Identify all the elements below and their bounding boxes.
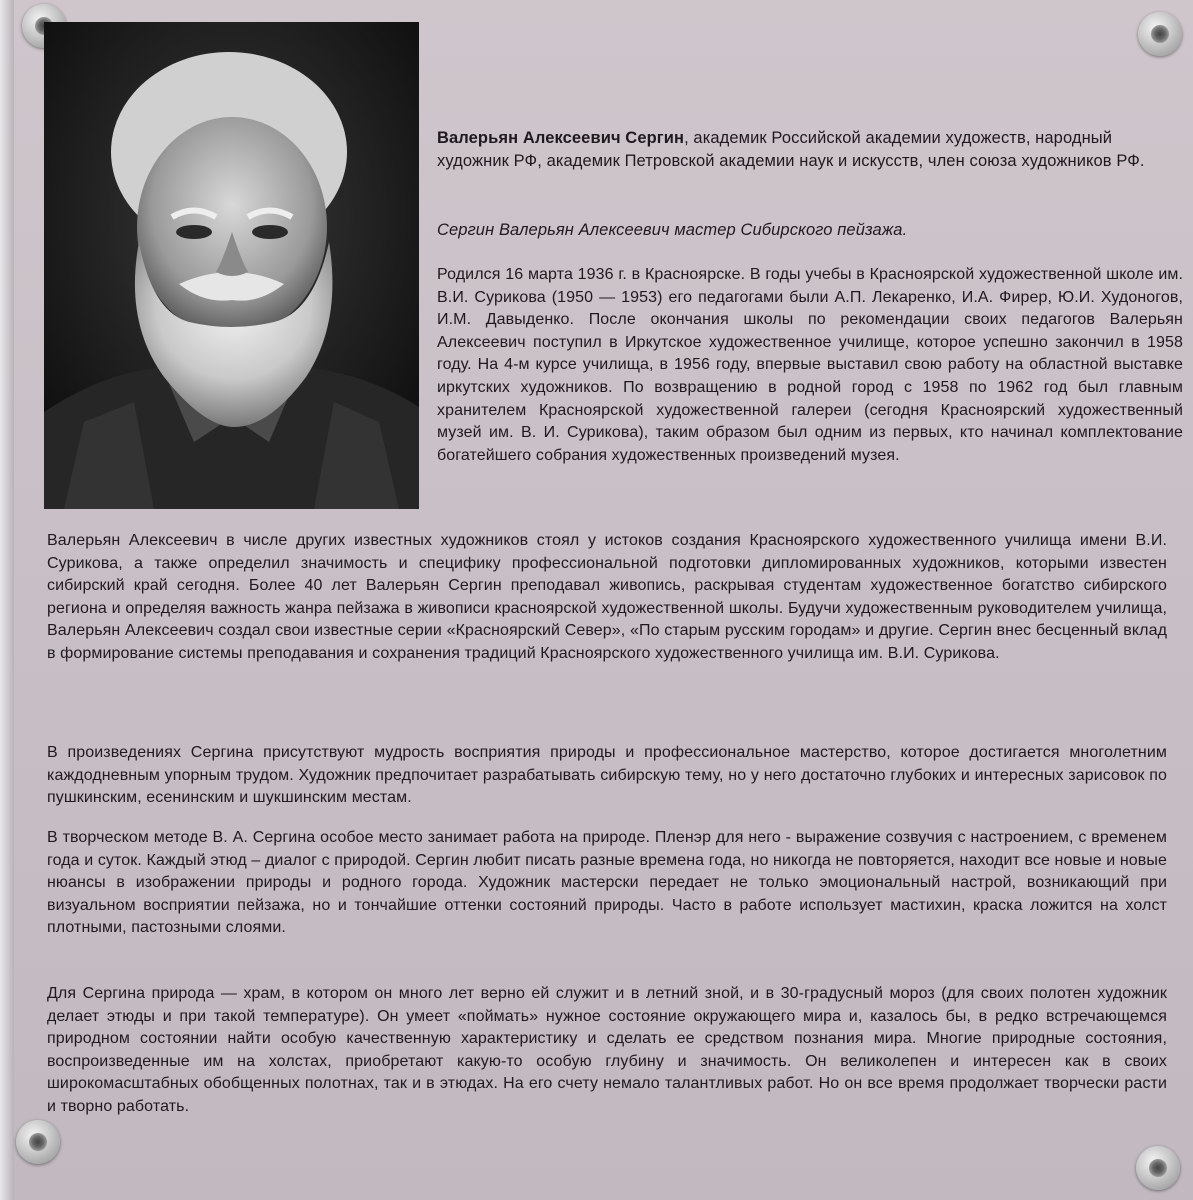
method-paragraph: В творческом методе В. А. Сергина особое место занимает работа на природе. Пленэр для него - выражение созвучия с настроением, с временем года и суток. Каждый этюд – диалог с природой. Сергин любит писать разные времена года, но никогда не повторяется, находит все новые и новые нюансы в изображении природы и родного города. Художник мастерски передает не только эмоциональный настрой, возникающий при визуальном восприятии пейзажа, но и тончайшие оттенки состояний природы. Часто в работе использует мастихин, краска ложится на холст плотными, пастозными слоями. [47,829,1167,937]
works-paragraph: В произведениях Сергина присутствуют мудрость восприятия природы и профессиональное мастерство, которое достигается многолетним каждодневным упорным трудом. Художник предпочитает разрабатывать сибирскую тему, но у него достаточно глубоких и интересных зарисовок по пушкинским, есенинским и шукшинским местам. [47,744,1167,807]
subtitle: Сергин Валерьян Алексеевич мастер Сибирского пейзажа. [437,221,908,239]
plaque-edge [0,0,14,1200]
teaching-paragraph: Валерьян Алексеевич в числе других известных художников стоял у истоков создания Красноярского художественного училища имени В.И. Сурикова, а также определил значимость и специфику профессиональной подготовки дипломированных художников, которыми известен сибирский край сегодня. Более 40 лет Валерьян Сергин преподавал живопись, раскрывая студентам художественное богатство сибирского региона и определяя важность жанра пейзажа в живописи красноярской художественной школы. Будучи художественным руководителем училища, Валерьян Алексеевич создал свои известные серии «Красноярский Север», «По старым русским городам» и другие. Сергин внес бесценный вклад в формирование системы преподавания и сохранения традиций Красноярского художественного училища им. В.И. Сурикова. [47,532,1167,662]
intro-titles: , академик Российской академии художеств, народный художник РФ, академик Петровской академии наук и искусств, член союза художников РФ. [437,129,1145,170]
artist-name: Валерьян Алексеевич Сергин [437,129,685,147]
screw-icon [1138,12,1182,56]
screw-icon [16,1120,60,1164]
intro-paragraph [437,127,1183,172]
portrait-photo [44,22,419,509]
nature-paragraph: Для Сергина природа — храм, в котором он много лет верно ей служит и в летний зной, и в 30-градусный мороз (для своих полотен художник делает этюды и при такой температуре). Он умеет «поймать» нужное состояние окружающего мира и, казалось бы, в редко встречающемся природном состоянии найти особую качественную характеристику и сделать ее средством познания мира. Многие природные состояния, воспроизведенные им на холстах, приобретают какую-то особую глубину и значимость. Он великолепен и интересен как в своих широкомасштабных обобщенных полотнах, так и в этюдах. На его счету немало талантливых работ. Но он все время продолжает творчески расти и творно работать. [47,985,1167,1115]
biography-paragraph: Родился 16 марта 1936 г. в Красноярске. В годы учебы в Красноярской художественной школе им. В.И. Сурикова (1950 — 1953) его педагогами были А.П. Лекаренко, И.А. Фирер, Ю.И. Худоногов, И.М. Давыденко. После окончания школы по рекомендации своих педагогов Валерьян Алексеевич поступил в Иркутское художественное училище, которое успешно закончил в 1958 году. На 4-м курсе училища, в 1956 году, впервые выставил свою работу на областной выставке иркутских художников. По возвращению в родной город с 1958 по 1962 год был главным хранителем Красноярской художественной галереи (сегодня Красноярский художественный музей им. В. И. Сурикова), таким образом был одним из первых, кто начинал комплектование богатейшего собрания художественных произведений музея. [437,266,1183,464]
screw-icon [1136,1146,1180,1190]
